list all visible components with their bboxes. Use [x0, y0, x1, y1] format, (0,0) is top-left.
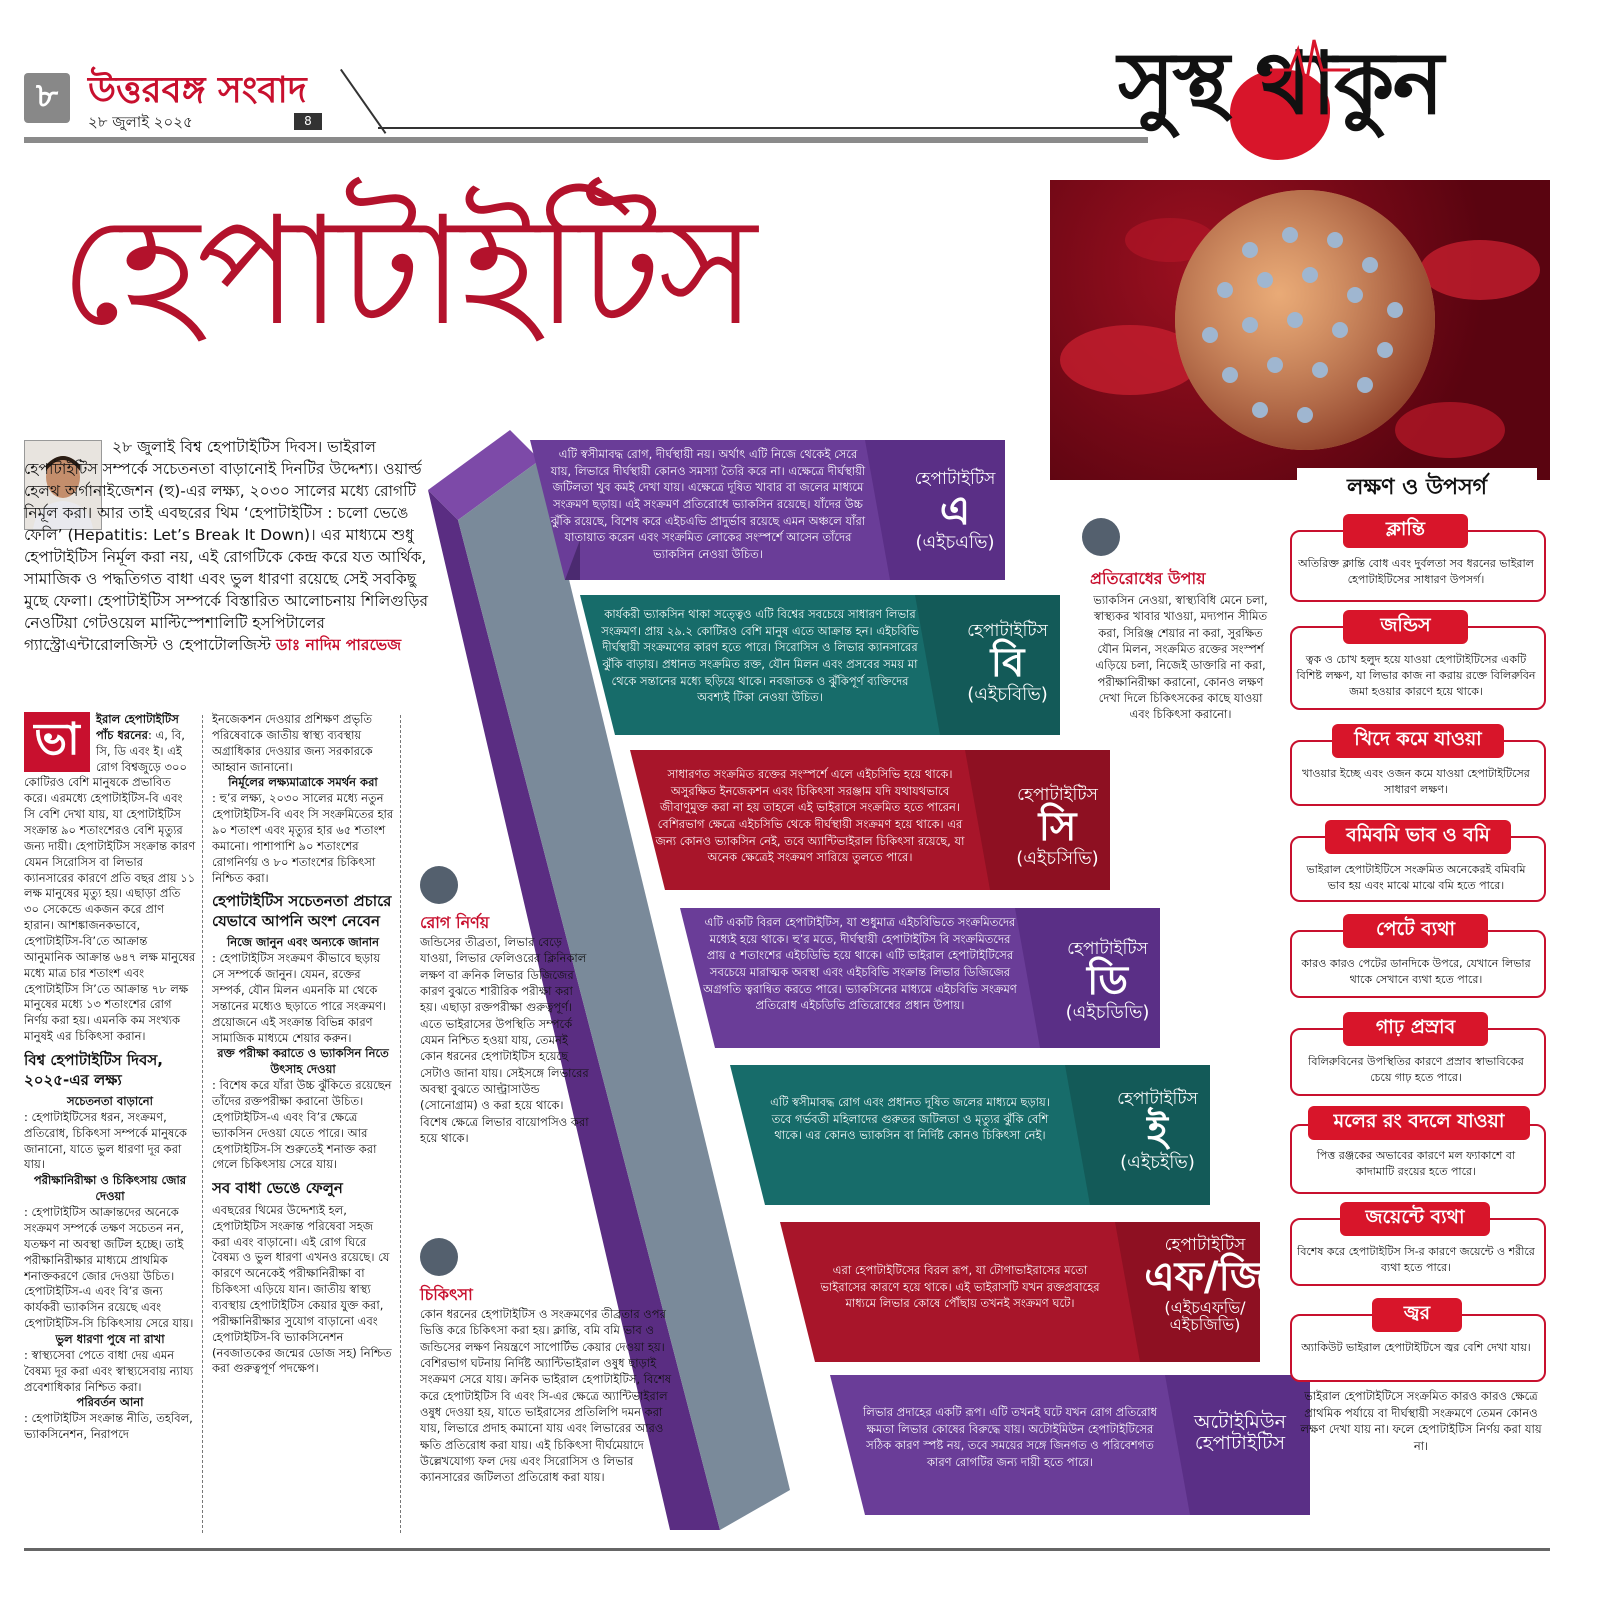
- column-divider: [202, 715, 203, 1533]
- symptom-title: মলের রং বদলে যাওয়া: [1308, 1106, 1530, 1140]
- col1-point-text: : হেপাটাইটিস আক্রান্তদের অনেকে সংক্রমণ সম্পর্কে তক্ষণ সচেতন নন, যতক্ষণ না অবস্থা জটিল হচ্ছে। তাই পরীক্ষানিরীক্ষার মাধ্যমে প্রাথমিক শনাক্তকরণে জোর দেওয়া উচিত। হেপাটাইটিস-এ এবং বি’র জন্য কার্যকরী ভ্যাকসিন রয়েছে এবং হেপাটাইটিস-সি চিকিৎসায় সেরে যায়।: [24, 1205, 194, 1331]
- diagnosis-heading: রোগ নির্ণয়: [420, 913, 490, 932]
- label-letter: এ: [939, 487, 971, 534]
- page-title: হেপাটাইটিস: [60, 185, 754, 359]
- symptom-text: কারও কারও পেটের ডানদিকে উপরে, যেখানে লিভার থাকে সেখানে ব্যথা হতে পারে।: [1301, 957, 1531, 986]
- symptom-text: খাওয়ার ইচ্ছে এবং ওজন কমে যাওয়া হেপাটাইটিসের সাধারণ লক্ষণ।: [1302, 767, 1530, 796]
- symptom-title: পেটে ব্যথা: [1343, 914, 1488, 948]
- section-logo: সুস্থ থাকুন: [1118, 34, 1442, 134]
- hepatitis-b-label: [935, 622, 1080, 704]
- symptom-text: ত্বক ও চোখ হলুদ হয়ে যাওয়া হেপাটাইটিসের একটি বিশিষ্ট লক্ষণ, যা লিভার কাজ না করায় রক্তে বিলিরুবিন জমা হওয়ার কারণে হয়ে থাকে।: [1296, 653, 1536, 698]
- col1-lead-bold: ইরাল হেপাটাইটিস পাঁচ ধরনের: [96, 712, 179, 742]
- hepatitis-e-label: [1085, 1090, 1230, 1172]
- header-divider: [340, 69, 386, 134]
- col2-point-text: : হু’র লক্ষ্য, ২০৩০ সালের মধ্যে নতুন হেপাটাইটিস-বি এবং সি সংক্রমিতের হার ৯০ শতাংশ এবং মৃত্যুর হার ৬৫ শতাংশ কমানো। পাশাপাশি ৯০ শতাংশের রোগনির্ণয় ও ৮০ শতাংশের চিকিৎসা নিশ্চিত করা।: [212, 791, 394, 885]
- heartbeat-icon: [1270, 30, 1350, 90]
- col1-lead-text: : এ, বি, সি, ডি এবং ই। এই রোগ বিশ্বজুড়ে ৩০০ কোটিরও বেশি মানুষকে প্রভাবিত করে। এরমধ্যে হেপাটাইটিস-বি এবং সি বেশি দেখা যায়, যা হেপাটাইটিস সংক্রান্ত ৯০ শতাংশেরও বেশি মৃত্যুর জন্য দায়ী। হেপাটাইটিস সংক্রান্ত কারণ যেমন সিরোসিস বা লিভার ক্যানসারের কারণে প্রতি বছর প্রায় ১১ লক্ষ মানুষের মৃত্যু হয়। এছাড়া প্রতি ৩০ সেকেন্ডে একজন করে প্রাণ হারান। আশঙ্কাজনকভাবে, হেপাটাইটিস-বি’তে আক্রান্ত আনুমানিক আক্রান্ত ৬৪৭ লক্ষ মানুষের মধ্যে মাত্র চার শতাংশ এবং হেপাটাইটিস সি’তে আক্রান্ত ৭৮ লক্ষ মানুষের মধ্যে ১৩ শতাংশের রোগ নির্ণয় করা হয়। এমনকি কম সংখ্যক মানুষই এর চিকিৎসা করান।: [24, 727, 196, 1044]
- label-code: (এইচডিভি): [1065, 1001, 1150, 1023]
- label-letter: সি: [1038, 803, 1077, 850]
- column-divider: [400, 715, 401, 1533]
- col1-point-text: : হেপাটাইটিস সংক্রান্ত নীতি, তহবিল, ভ্যাকসিনেশন, নিরাপদে: [24, 1411, 193, 1442]
- autoimmune-description: লিভার প্রদাহের একটি রূপ। এটি তখনই ঘটে যখন রোগ প্রতিরোধ ক্ষমতা লিভার কোষের বিরুদ্ধে যায়। অটোইমিউন হেপাটাইটিসের সঠিক কারণ স্পষ্ট নয়, তবে সময়ের সঙ্গে জিনগত ও পরিবেশগত কারণ রোগটির জন্য দায়ী হতে পারে।: [862, 1405, 1158, 1470]
- col2-point-text: : বিশেষ করে যাঁরা উচ্চ ঝুঁকিতে রয়েছেন তাঁদের রক্তপরীক্ষা করানো উচিত। হেপাটাইটিস-এ এবং বি’র ক্ষেত্রে ভ্যাকসিন দেওয়া যেতে পারে। আর হেপাটাইটিস-সি শুরুতেই শনাক্ত করা গেলে চিকিৎসায় সেরে যায়।: [212, 1078, 392, 1172]
- article-column-1: [24, 712, 196, 1542]
- hepatitis-a-description: এটি স্বসীমাবদ্ধ রোগ, দীর্ঘস্থায়ী নয়। অর্থাৎ এটি নিজে থেকেই সেরে যায়, লিভারে দীর্ঘস্থায়ী কোনও সমস্যা তৈরি করে না। এক্ষেত্রে দীর্ঘস্থায়ী জটিলতা খুব কমই দেখা যায়। এক্ষেত্রে দূষিত খাবার বা জলের মাধ্যমে সংক্রমণ ছড়ায়। এই সংক্রমণ প্রতিরোধে ভ্যাকসিন রয়েছে। যাঁদের উচ্চ ঝুঁকি রয়েছে, বিশেষ করে এইচএভি প্রাদুর্ভাব রয়েছে এমন অঞ্চলে যাঁরা যাতায়াত করেন এবং সংক্রমিত লোকের সংস্পর্শে আসেন তাঁদের ভ্যাকসিন নেওয়া উচিত।: [550, 447, 866, 562]
- label-line: হেপাটাইটিস: [914, 469, 996, 489]
- label-letter: এফ/জি: [1144, 1253, 1266, 1300]
- label-line: অটোইমিউন: [1194, 1411, 1286, 1433]
- hepatitis-fg-label: [1130, 1236, 1280, 1334]
- symptom-text: অতিরিক্ত ক্লান্তি বোধ এবং দুর্বলতা সব ধরনের ভাইরাল হেপাটাইটিসের সাধারণ উপসর্গ।: [1298, 557, 1534, 586]
- symptom-text: অ্যাকিউট ভাইরাল হেপাটাইটিসে জ্বর বেশি দেখা যায়।: [1301, 1341, 1531, 1354]
- autoimmune-label: [1170, 1412, 1310, 1454]
- label-line: হেপাটাইটিস: [1194, 1431, 1286, 1454]
- page-tag: 8: [294, 113, 322, 130]
- label-line: হেপাটাইটিস: [1164, 1235, 1246, 1255]
- bullet-dot-icon: [420, 866, 458, 904]
- hepatitis-b-description: কার্যকরী ভ্যাকসিন থাকা সত্ত্বেও এটি বিশ্বের সবচেয়ে সাধারণ লিভার সংক্রমণ। প্রায় ২৯.২ কোটিরও বেশি মানুষ এতে আক্রান্ত হন। এইচবিভি দীর্ঘস্থায়ী সংক্রমণের কারণ হতে পারে। সিরোসিস ও লিভার ক্যানসারের ঝুঁকি বাড়ায়। প্রধানত সংক্রমিত রক্ত, যৌন মিলন এবং প্রসবের সময় মা থেকে সন্তানের মধ্যে ছড়িয়ে থাকে। নবজাতক ও ঝুঁকিপূর্ণ ব্যক্তিদের অবশ্যই টিকা নেওয়া উচিত।: [601, 607, 919, 705]
- intro-body: ২৮ জুলাই বিশ্ব হেপাটাইটিস দিবস। ভাইরাল হেপাটাইটিস সম্পর্কে সচেতনতা বাড়ানোই দিনটির উদ্দেশ্য। ওয়ার্ল্ড হেলথ অর্গানাইজেশন (হু)-এর লক্ষ্য, ২০৩০ সালের মধ্যে রোগটি নির্মূল করা। আর তাই এবছরের থিম ‘হেপাটাইটিস : চলো ভেঙে ফেলি’ (Hepatitis: Let’s Break It Down)। এর মাধ্যমে শুধু হেপাটাইটিস নির্মূল করা নয়, এই রোগটিকে কেন্দ্র করে যত আর্থিক, সামাজিক ও পদ্ধতিগত বাধা এবং ভুল ধারণা রয়েছে সেই সবকিছু মুছে ফেলা। হেপাটাইটিস সম্পর্কে বিস্তারিত আলোচনায় শিলিগুড়ির নেওটিয়া গেটওয়েল মাল্টিস্পেশালিটি হসপিটালের গ্যাস্ট্রোএন্টারোলজিস্ট ও হেপাটোলজিস্ট: [24, 438, 429, 654]
- footer-rule: [24, 1548, 1550, 1551]
- hepatitis-a-label: [885, 470, 1025, 552]
- symptoms-note: ভাইরাল হেপাটাইটিসে সংক্রমিত কারও কারও ক্ষেত্রে প্রাথমিক পর্যায়ে বা দীর্ঘস্থায়ী সংক্রমণে তেমন কোনও লক্ষণ দেখা যায় না। ফলে হেপাটাইটিস নির্ণয় করা যায় না।: [1300, 1389, 1542, 1454]
- intro-paragraph: [24, 436, 434, 656]
- prevention-text: ভ্যাকসিন নেওয়া, স্বাস্থ্যবিধি মেনে চলা, স্বাস্থ্যকর খাবার খাওয়া, মদ্যপান সীমিত করা, সিরিঞ্জ শেয়ার না করা, সুরক্ষিত যৌন মিলন, সংক্রমিত রক্তের সংস্পর্শ এড়িয়ে চলা, নিজেই ডাক্তারি না করা, পরীক্ষানিরীক্ষা করানো, কোনও লক্ষণ দেখা দিলে চিকিৎসকের কাছে যাওয়া এবং চিকিৎসা করানো।: [1093, 593, 1268, 722]
- hepatitis-c-label: [985, 786, 1130, 868]
- symptom-title: ক্লান্তি: [1343, 514, 1468, 548]
- issue-date: ২৮ জুলাই ২০২৫: [88, 113, 193, 131]
- col1-point-heading: পরীক্ষানিরীক্ষা ও চিকিৎসায় জোর দেওয়া: [33, 1173, 187, 1204]
- col2-text: ইনজেকশন দেওয়ার প্রশিক্ষণ প্রভৃতি পরিষেবাকে জাতীয় স্বাস্থ্য ব্যবস্থায় অগ্রাধিকার দেওয়ার জন্য সরকারকে আহ্বান জানানো।: [212, 712, 373, 774]
- label-code: (এইচইভি): [1120, 1151, 1195, 1173]
- symptom-text: পিত্ত রঞ্জকের অভাবের কারণে মল ফ্যাকাশে বা কাদামাটি রংয়ের হতে পারে।: [1316, 1149, 1516, 1178]
- header-rule: [24, 137, 1148, 143]
- header-divider: [378, 127, 1148, 129]
- diagnosis-text: জন্ডিসের তীব্রতা, লিভার বেড়ে যাওয়া, লিভার ফেলিওরের ক্লিনিকাল লক্ষণ বা ক্রনিক লিভার ডিজিজের কারণ বুঝতে শারীরিক পরীক্ষা করা হয়। এছাড়া রক্তপরীক্ষা গুরুত্বপূর্ণ। এতে ভাইরাসের উপস্থিতি সম্পর্কে যেমন নিশ্চিত হওয়া যায়, তেমনই কোন ধরনের হেপাটাইটিস হয়েছে সেটাও জানা যায়। সেইসঙ্গে লিভারের অবস্থা বুঝতে আল্ট্রাসাউন্ড (সোনোগ্রাম) ও করা হয়ে থাকে। বিশেষ ক্ষেত্রে লিভার বায়োপসিও করা হয়ে থাকে।: [420, 935, 589, 1145]
- col2-point-heading: নিজে জানুন এবং অন্যকে জানান: [226, 935, 380, 950]
- symptom-title: জন্ডিস: [1343, 610, 1468, 644]
- newspaper-name: উত্তরবঙ্গ সংবাদ: [88, 70, 307, 111]
- prevention-heading: প্রতিরোধের উপায়: [1090, 569, 1206, 588]
- symptom-title: গাঢ় প্রস্রাব: [1343, 1012, 1488, 1046]
- treatment-text: কোন ধরনের হেপাটাইটিস ও সংক্রমণের তীব্রতার ওপর ভিত্তি করে চিকিৎসা করা হয়। ক্লান্তি, বমি বমি ভাব ও জন্ডিসের লক্ষণ নিয়ন্ত্রণে সাপোর্টিভ কেয়ার দেওয়া হয়। বেশিরভাগ ঘটনায় নির্দিষ্ট অ্যান্টিভাইরাল ওষুধ ছাড়াই সংক্রমণ সেরে যায়। ক্রনিক ভাইরাল হেপাটাইটিস, বিশেষ করে হেপাটাইটিস বি এবং সি-এর ক্ষেত্রে অ্যান্টিভাইরাল ওষুধ দেওয়া হয়, যাতে ভাইরাসের প্রতিলিপি দমন করা যায়, লিভারে প্রদাহ কমানো যায় এবং লিভারের আরও ক্ষতি প্রতিরোধ করা যায়। এই চিকিৎসা দীর্ঘমেয়াদে উল্লেখযোগ্য ফল দেয় এবং সিরোসিস ও লিভার ক্যানসারের জটিলতা প্রতিরোধ করা যায়।: [420, 1307, 672, 1485]
- hepatitis-e-description: এটি স্বসীমাবদ্ধ রোগ এবং প্রধানত দূষিত জলের মাধ্যমে ছড়ায়। তবে গর্ভবতী মহিলাদের গুরুতর জটিলতা ও মৃত্যুর ঝুঁকি বেশি থাকে। এর কোনও ভ্যাকসিন বা নির্দিষ্ট কোনও চিকিৎসা নেই।: [770, 1095, 1050, 1143]
- symptom-text: ভাইরাল হেপাটাইটিসে সংক্রমিত অনেকেরই বমিবমি ভাব হয় এবং মাঝে মাঝে বমি হতে পারে।: [1306, 863, 1526, 892]
- symptom-title: খিদে কমে যাওয়া: [1332, 724, 1504, 758]
- page-number: ৮: [24, 73, 70, 123]
- symptom-text: বিলিরুবিনের উপস্থিতির কারণে প্রস্রাব স্বাভাবিকের চেয়ে গাঢ় হতে পারে।: [1308, 1055, 1524, 1084]
- hepatitis-fg-description: এরা হেপাটাইটিসের বিরল রূপ, যা টোগাভাইরাসের মতো ভাইরাসের কারণে হয়ে থাকে। এই ভাইরাসটি যখন রক্তপ্রবাহের মাধ্যমে লিভার কোষে পৌঁছায় তখনই সংক্রমণ ঘটে।: [820, 1263, 1100, 1311]
- treatment-heading: চিকিৎসা: [420, 1285, 473, 1304]
- bullet-dot-icon: [420, 1238, 458, 1276]
- col2-point-heading: নির্মূলের লক্ষ্যমাত্রাকে সমর্থন করা: [228, 775, 378, 790]
- hepatitis-d-description: এটি একটি বিরল হেপাটাইটিস, যা শুধুমাত্র এইচবিভিতে সংক্রমিতদের মধ্যেই হয়ে থাকে। হু’র মতে, দীর্ঘস্থায়ী হেপাটাইটিস বি সংক্রমিতদের প্রায় ৫ শতাংশের এইচডিভি হয়ে থাকে। এটি ভাইরাল হেপাটাইটিসের সবচেয়ে মারাত্মক অবস্থা এবং এইচবিভি সংক্রান্ত লিভার ডিজিজের অগ্রগতি ত্বরান্বিত করতে পারে। ভ্যাকসিনের মাধ্যমে এইচবিভি সংক্রমণ প্রতিরোধ এইচডিভি প্রতিরোধের প্রধান উপায়।: [703, 915, 1017, 1013]
- col1-point-heading: পরিবর্তন আনা: [76, 1395, 144, 1410]
- col1-point-text: : হেপাটাইটিসের ধরন, সংক্রমণ, প্রতিরোধ, চিকিৎসা সম্পর্কে মানুষকে জানানো, যাতে ভুল ধারণা দূর করা যায়।: [24, 1109, 187, 1172]
- label-code: (এইচসিভি): [1016, 847, 1099, 869]
- label-letter: বি: [990, 639, 1025, 686]
- label-code: (এইচবিভি): [967, 683, 1048, 705]
- symptom-title: বমিবমি ভাব ও বমি: [1325, 820, 1511, 854]
- col1-subheading: বিশ্ব হেপাটাইটিস দিবস, ২০২৫-এর লক্ষ্য: [24, 1051, 163, 1089]
- col2-text: এবছরের থিমের উদ্দেশ্যই হল, হেপাটাইটিস সংক্রান্ত পরিষেবা সহজ করা এবং বাড়ানো। এই রোগ ঘিরে বৈষম্য ও ভুল ধারণা এখনও রয়েছে। যে কারণে অনেকেই পরীক্ষানিরীক্ষা বা চিকিৎসা এড়িয়ে যান। জাতীয় স্বাস্থ্য ব্যবস্থায় হেপাটাইটিস কেয়ার যুক্ত করা, পরীক্ষানিরীক্ষার সুযোগ বাড়ানো এবং হেপাটাইটিস-বি ভ্যাকসিনেশন (নবজাতকের জন্মের ডোজ সহ) নিশ্চিত করা গুরুত্বপূর্ণ পদক্ষেপ।: [212, 1202, 392, 1376]
- symptom-text: বিশেষ করে হেপাটাইটিস সি-র কারণে জয়েন্টে ও শরীরে ব্যথা হতে পারে।: [1297, 1245, 1535, 1274]
- col2-point-heading: রক্ত পরীক্ষা করাতে ও ভ্যাকসিন নিতে উৎসাহ দেওয়া: [217, 1046, 389, 1077]
- col2-subheading: হেপাটাইটিস সচেতনতা প্রচারে যেভাবে আপনি অংশ নেবেন: [212, 892, 392, 930]
- bullet-dot-icon: [1082, 518, 1120, 556]
- article-column-2: [212, 712, 394, 1542]
- hepatitis-c-description: সাধারণত সংক্রমিত রক্তের সংস্পর্শে এলে এইচসিভি হয়ে থাকে। অসুরক্ষিত ইনজেকশন এবং চিকিৎসা সরঞ্জাম যদি যথাযথভাবে জীবাণুমুক্ত করা না হয় তাহলে এই ভাইরাসে সংক্রমিত হতে পারেন। বেশিরভাগ ক্ষেত্রে এইচসিভি থেকে দীর্ঘস্থায়ী সংক্রমণ হয়ে থাকে। এর জন্য কোনও ভ্যাকসিন নেই, তবে অ্যান্টিভাইরাল চিকিৎসা রয়েছে, যা অনেক ক্ষেত্রেই সংক্রমণ সারিয়ে তুলতে পারে।: [655, 767, 965, 865]
- symptom-title: জয়েন্টে ব্যথা: [1340, 1202, 1490, 1236]
- author-name: ডাঃ নাদিম পারভেজ: [276, 636, 402, 654]
- drop-cap: ভা: [24, 712, 90, 772]
- col2-subheading: সব বাধা ভেঙে ফেলুন: [212, 1179, 343, 1198]
- hepatitis-d-label: [1035, 940, 1180, 1022]
- label-line: হেপাটাইটিস: [967, 621, 1048, 641]
- col1-point-heading: ভুল ধারণা পুষে না রাখা: [55, 1331, 165, 1346]
- col1-point-text: : স্বাস্থ্যসেবা পেতে বাধা দেয় এমন বৈষম্য দূর করা এবং স্বাস্থ্যসেবায় ন্যায্য প্রবেশাধিকার নিশ্চিত করা।: [24, 1347, 194, 1394]
- symptom-title: জ্বর: [1372, 1298, 1462, 1332]
- symptoms-heading: লক্ষণ ও উপসর্গ: [1297, 468, 1537, 508]
- label-code: (এইচএফভি/ এইচজিভি): [1164, 1297, 1246, 1335]
- label-line: হেপাটাইটিস: [1067, 939, 1148, 959]
- label-letter: ই: [1147, 1107, 1168, 1154]
- label-line: হেপাটাইটিস: [1017, 785, 1098, 805]
- col2-point-text: : হেপাটাইটিস সংক্রমণ কীভাবে ছড়ায় সে সম্পর্কে জানুন। যেমন, রক্তের সম্পর্ক, যৌন মিলন এমনকি মা থেকে সন্তানের মধ্যেও ছড়াতে পারে সংক্রমণ। প্রয়োজনে এই সংক্রান্ত বিভিন্ন কারণ সামাজিক মাধ্যমে শেয়ার করুন।: [212, 951, 387, 1045]
- label-line: হেপাটাইটিস: [1117, 1089, 1198, 1109]
- col1-point-heading: সচেতনতা বাড়ানো: [67, 1094, 153, 1109]
- label-letter: ডি: [1087, 957, 1128, 1004]
- label-code: (এইচএভি): [915, 531, 995, 553]
